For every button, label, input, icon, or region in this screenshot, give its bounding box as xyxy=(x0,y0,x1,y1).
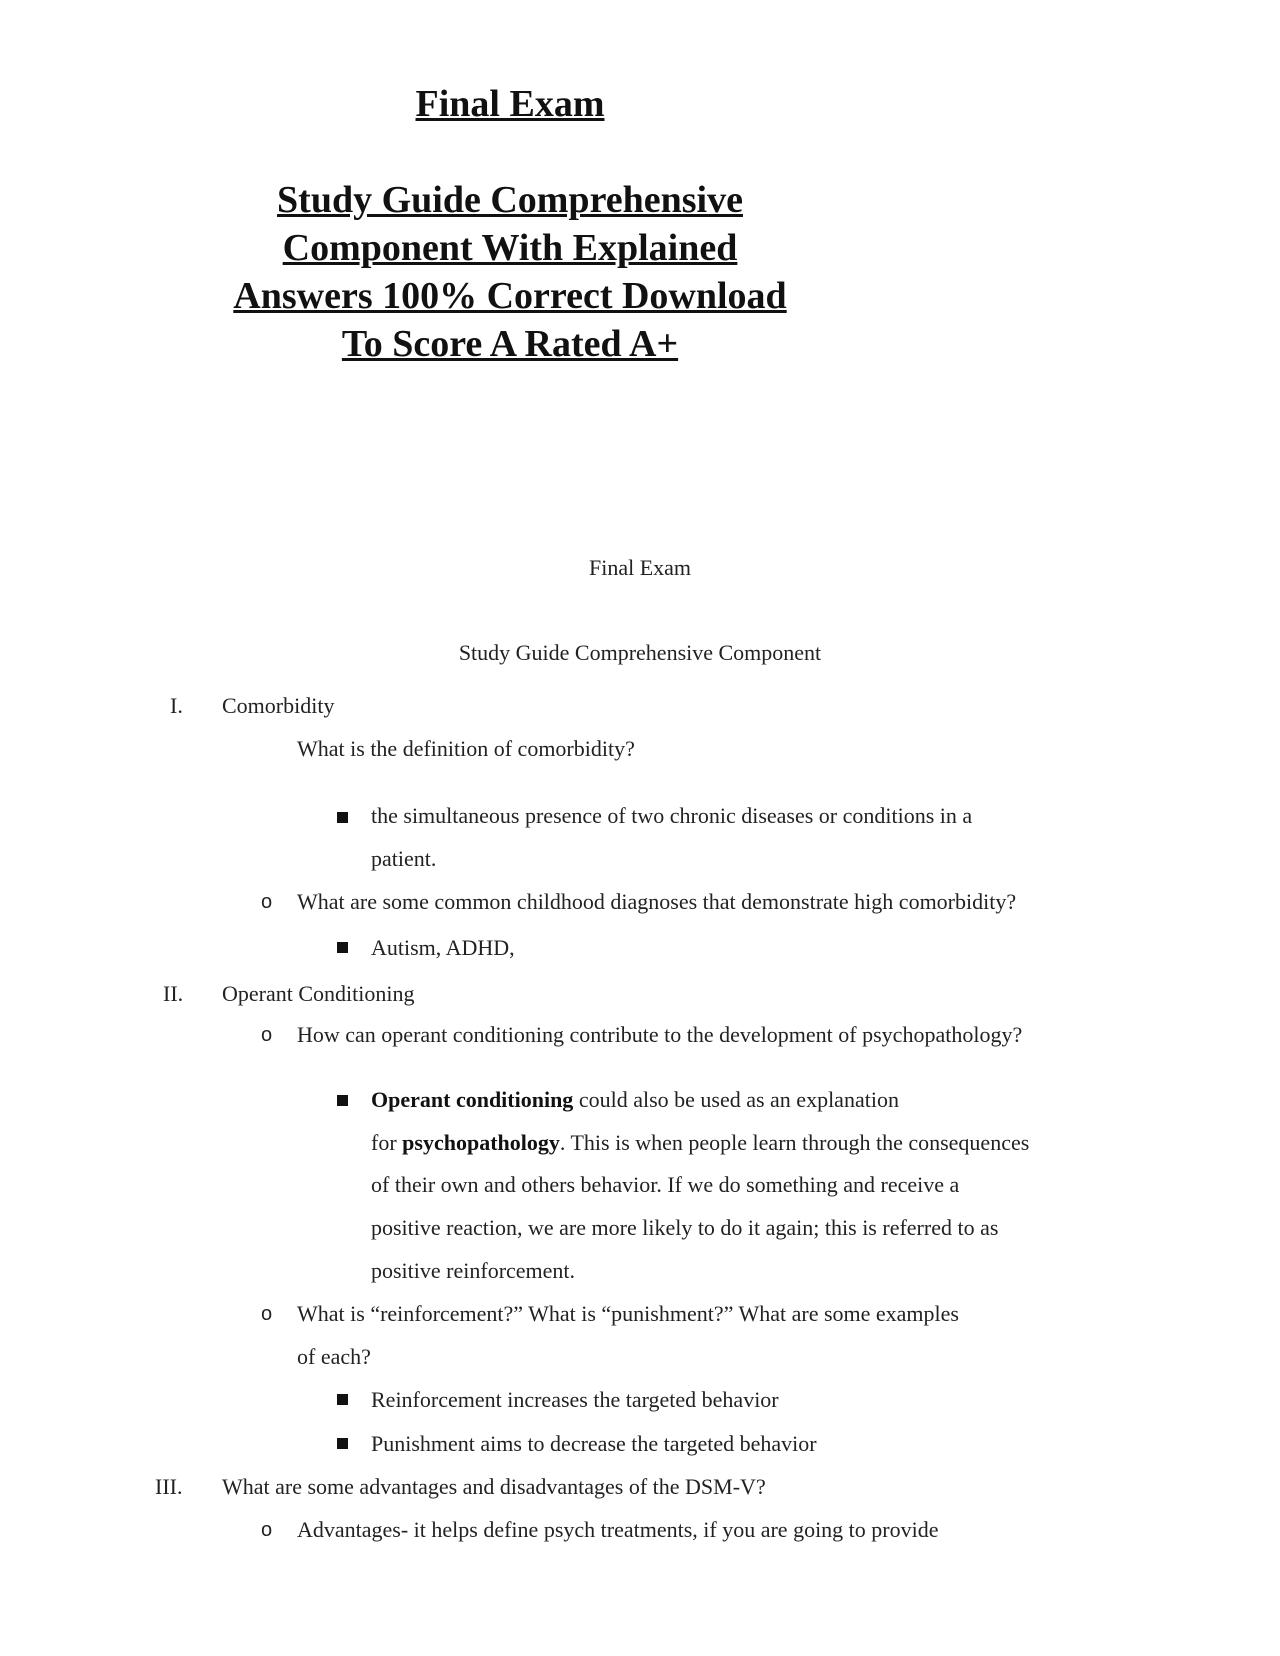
document-title xyxy=(160,80,860,368)
title-sub-line-4: To Score A Rated A+ xyxy=(341,323,679,365)
square-bullet-icon xyxy=(337,1438,348,1449)
section-1-title: Comorbidity xyxy=(222,693,335,718)
s2-answer-2-1: Reinforcement increases the targeted behavior xyxy=(371,1387,779,1412)
circle-bullet-icon: o xyxy=(261,891,273,913)
square-bullet-icon xyxy=(337,1095,348,1106)
square-bullet-icon xyxy=(337,942,348,953)
section-1-marker: I. xyxy=(170,693,183,718)
circle-bullet-icon: o xyxy=(261,1519,273,1541)
s2-answer-1-line-4: positive reaction, we are more likely to do it again; this is referred to as xyxy=(371,1215,999,1240)
square-bullet-icon xyxy=(337,1394,348,1405)
s2-answer-1-line-2: for psychopathology. This is when people learn through the consequences xyxy=(371,1130,1030,1155)
s2-question-2-line-1: What is “reinforcement?” What is “punishment?” What are some examples xyxy=(297,1301,959,1326)
title-sub-line-2: Component With Explained xyxy=(282,227,738,269)
s1-question-1: What is the definition of comorbidity? xyxy=(297,736,635,761)
s2-question-1: How can operant conditioning contribute to the development of psychopathology? xyxy=(297,1022,1023,1047)
bold-term: Operant conditioning xyxy=(371,1087,574,1112)
circle-bullet-icon: o xyxy=(261,1303,273,1325)
doc-heading: Final Exam xyxy=(588,555,692,580)
s1-question-2: What are some common childhood diagnoses that demonstrate high comorbidity? xyxy=(297,889,1017,914)
section-2-marker: II. xyxy=(163,981,184,1006)
s2-answer-1-line-1: Operant conditioning could also be used as an explanation xyxy=(371,1087,899,1112)
section-2-title: Operant Conditioning xyxy=(222,981,415,1006)
s2-answer-1-line-5: positive reinforcement. xyxy=(371,1258,576,1283)
s1-answer-1-line-2: patient. xyxy=(371,846,437,871)
s2-answer-1-line-3: of their own and others behavior. If we do something and receive a xyxy=(371,1172,960,1197)
section-3-title: What are some advantages and disadvantages of the DSM-V? xyxy=(222,1474,766,1499)
title-main: Final Exam xyxy=(415,83,605,125)
square-bullet-icon xyxy=(337,812,348,823)
doc-subheading: Study Guide Comprehensive Component xyxy=(458,640,822,665)
s3-question-1: Advantages- it helps define psych treatments, if you are going to provide xyxy=(297,1517,939,1542)
s2-question-2-line-2: of each? xyxy=(297,1344,371,1369)
bold-term: psychopathology xyxy=(402,1130,560,1155)
s1-answer-1-line-1: the simultaneous presence of two chronic diseases or conditions in a xyxy=(371,803,973,828)
title-sub-line-1: Study Guide Comprehensive xyxy=(277,179,743,221)
s1-answer-2: Autism, ADHD, xyxy=(371,935,515,960)
section-3-marker: III. xyxy=(155,1474,183,1499)
title-sub-line-3: Answers 100% Correct Download xyxy=(233,275,787,317)
s2-answer-2-2: Punishment aims to decrease the targeted behavior xyxy=(371,1431,817,1456)
circle-bullet-icon: o xyxy=(261,1024,273,1046)
